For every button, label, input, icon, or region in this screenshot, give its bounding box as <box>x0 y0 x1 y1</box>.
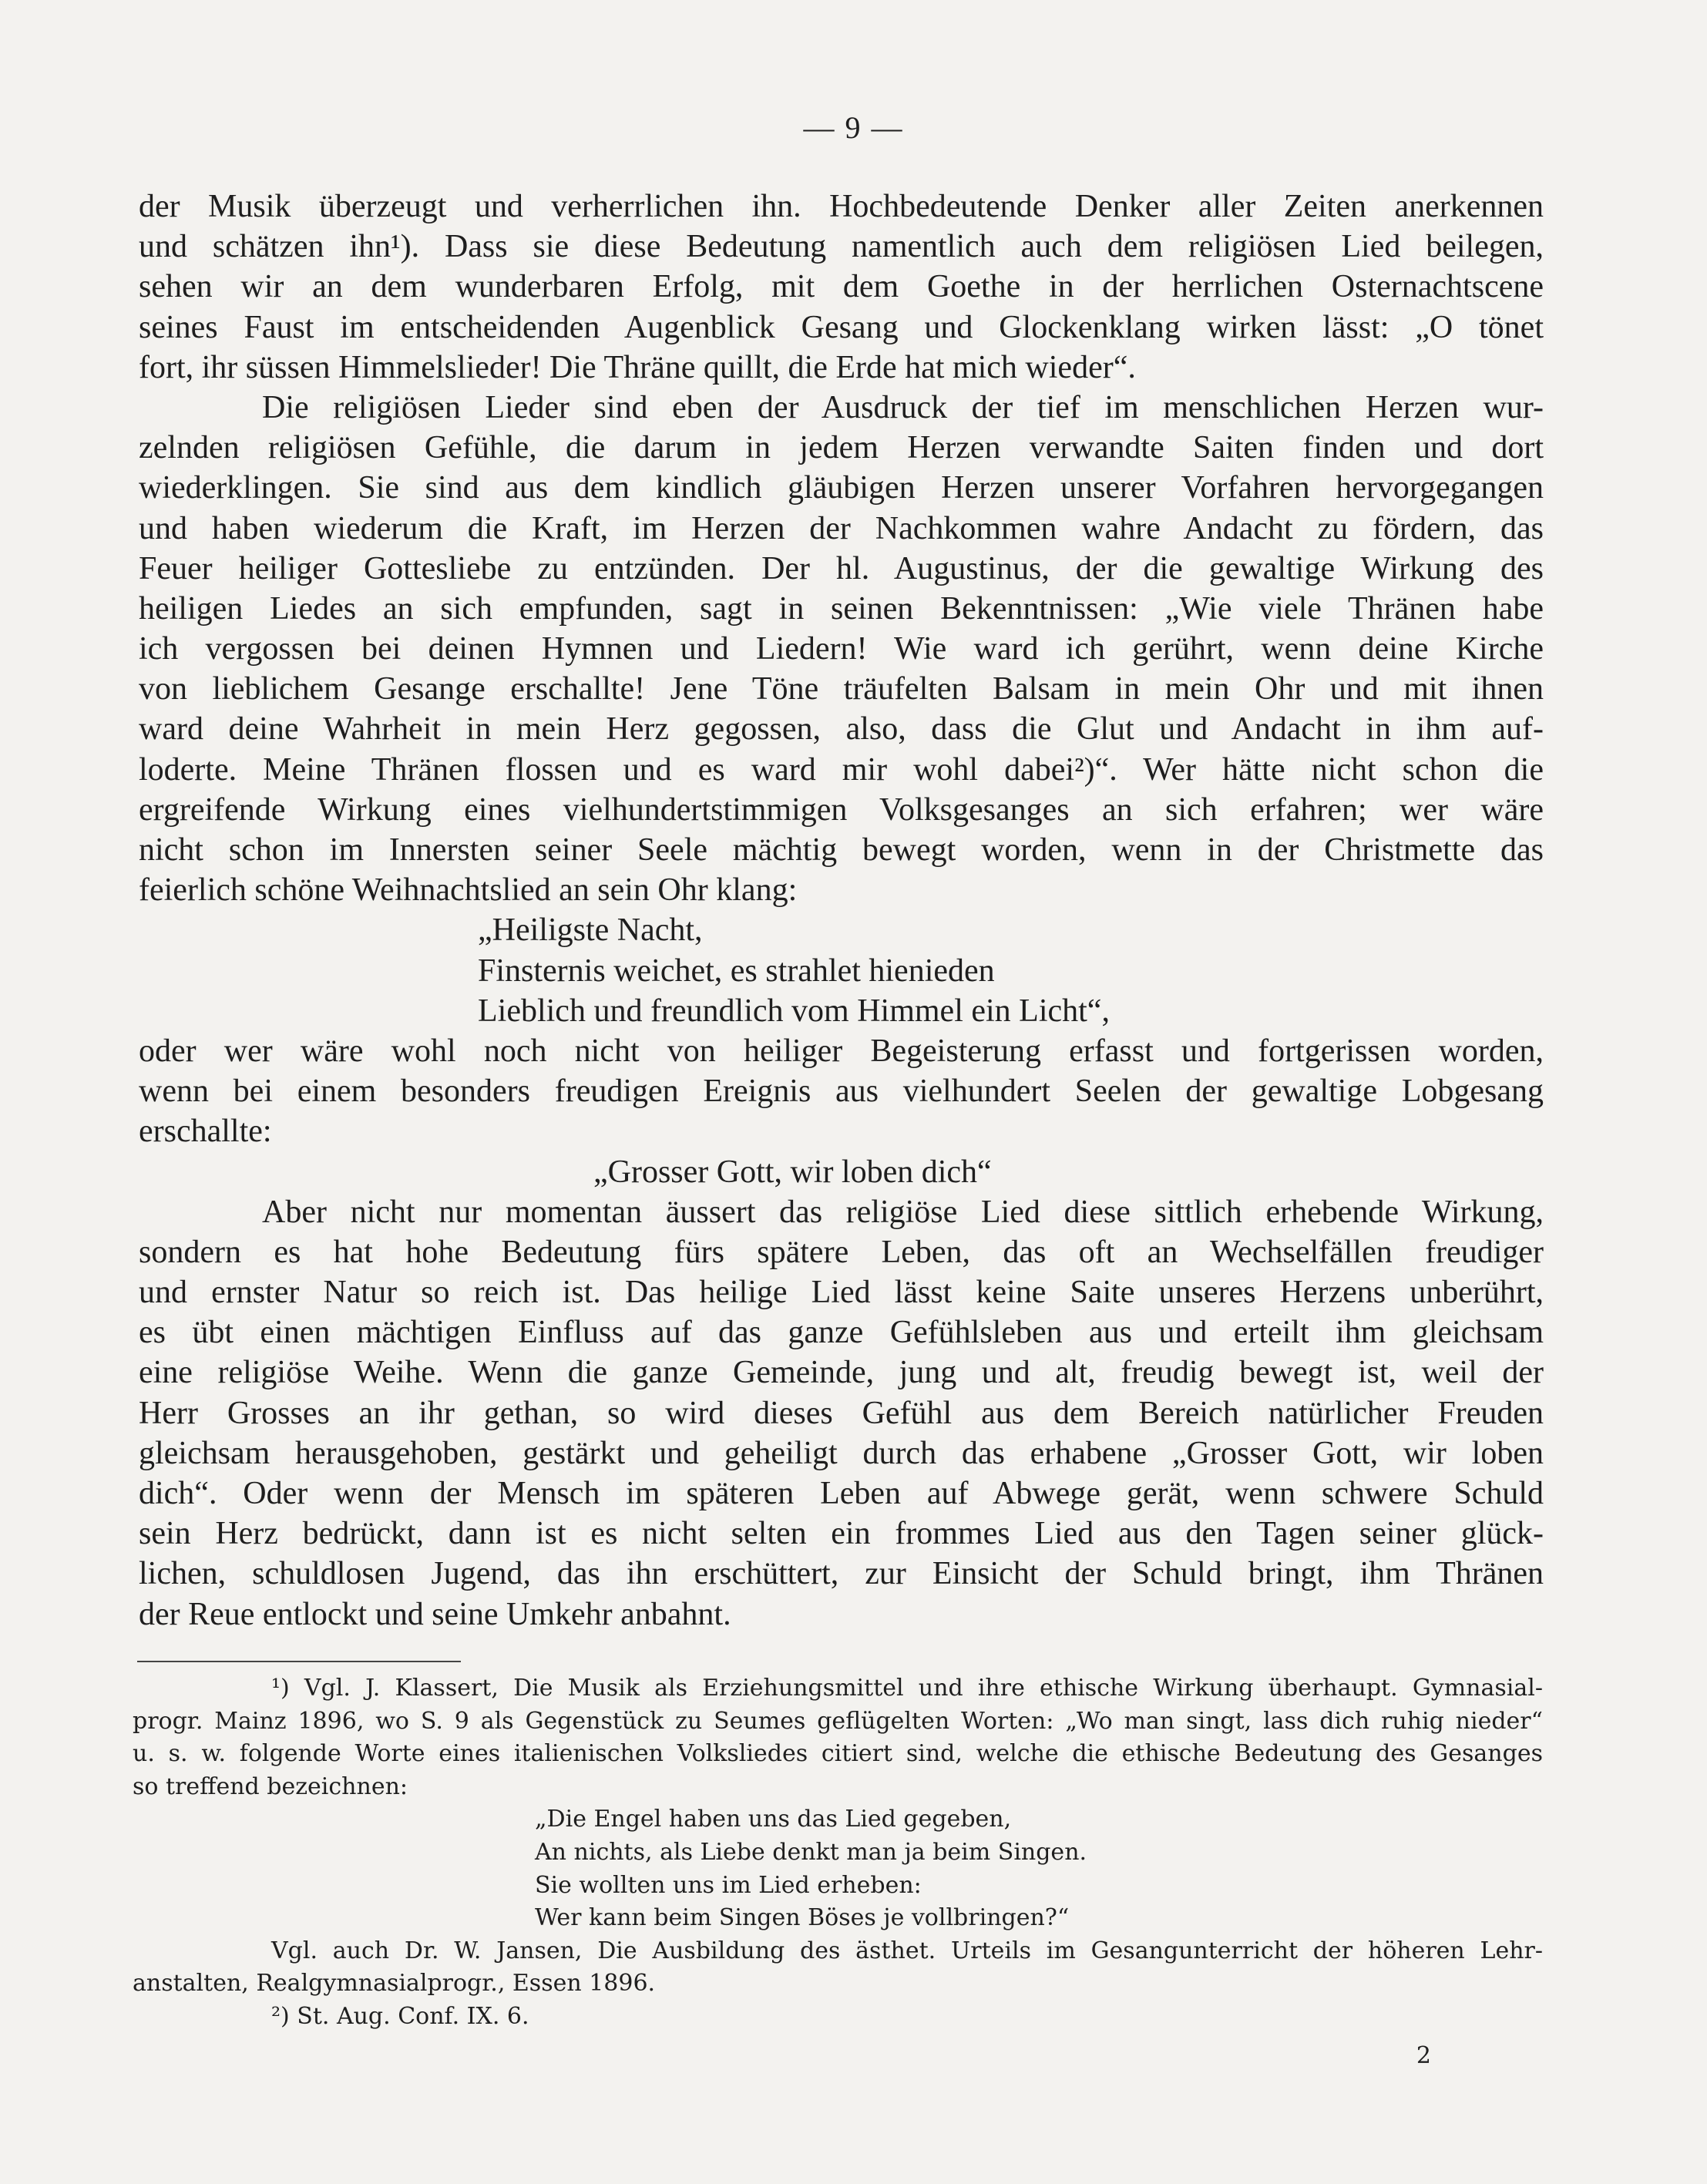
text-line: Die religiösen Lieder sind eben der Ausdruck der tief im menschlichen Herzen wur- <box>262 389 1544 425</box>
text-line: dich“. Oder wenn der Mensch im späteren Leben auf Abwege gerät, wenn schwere Schuld <box>139 1476 1544 1511</box>
footnote-line: Vgl. auch Dr. W. Jansen, Die Ausbildung des ästhet. Urteils im Gesangunterricht der höheren Lehr- <box>271 1937 1543 1964</box>
quote-line: Lieblich und freundlich vom Himmel ein Licht“, <box>478 993 1110 1029</box>
text-line: Feuer heiliger Gottesliebe zu entzünden. Der hl. Augustinus, der die gewaltige Wirkung des <box>139 550 1544 586</box>
text-line: seines Faust im entscheidenden Augenblick Gesang und Glockenklang wirken lässt: „O tönet <box>139 309 1544 345</box>
text-line: fort, ihr süssen Himmelslieder! Die Thräne quillt, die Erde hat mich wieder“. <box>139 349 1136 385</box>
signature-mark: 2 <box>1416 2042 1431 2069</box>
text-line: Aber nicht nur momentan äussert das religiöse Lied diese sittlich erhebende Wirkung, <box>262 1194 1544 1230</box>
footnote-line: so treffend bezeichnen: <box>133 1772 408 1800</box>
text-line: oder wer wäre wohl noch nicht von heiliger Begeisterung erfasst und fortgerissen worden, <box>139 1033 1544 1069</box>
footnote-line: progr. Mainz 1896, wo S. 9 als Gegenstück zu Seumes geflügelten Worten: „Wo man singt, lass dich ruhig nieder“ <box>133 1707 1543 1735</box>
text-line: von lieblichem Gesange erschallte! Jene Töne träufelten Balsam in mein Ohr und mit ihnen <box>139 671 1544 707</box>
text-line: wiederklingen. Sie sind aus dem kindlich gläubigen Herzen unserer Vorfahren hervorgegangen <box>139 470 1544 506</box>
poem-line: „Die Engel haben uns das Lied gegeben, <box>535 1806 1012 1833</box>
text-line: und ernster Natur so reich ist. Das heilige Lied lässt keine Saite unseres Herzens unberührt, <box>139 1275 1544 1311</box>
text-line: es übt einen mächtigen Einfluss auf das ganze Gefühlsleben aus und erteilt ihm gleichsam <box>139 1315 1544 1351</box>
text-line: sondern es hat hohe Bedeutung fürs spätere Leben, das oft an Wechselfällen freudiger <box>139 1234 1544 1270</box>
quote-line: „Heiligste Nacht, <box>478 912 703 949</box>
text-line: sehen wir an dem wunderbaren Erfolg, mit dem Goethe in der herrlichen Osternachtscene <box>139 269 1544 305</box>
text-line: eine religiöse Weihe. Wenn die ganze Gemeinde, jung und alt, freudig bewegt ist, weil der <box>139 1355 1544 1391</box>
poem-line: An nichts, als Liebe denkt man ja beim Singen. <box>535 1838 1087 1866</box>
footnote-divider <box>137 1661 461 1662</box>
text-line: und haben wiederum die Kraft, im Herzen der Nachkommen wahre Andacht zu fördern, das <box>139 510 1544 546</box>
footnotes <box>133 1672 1543 2034</box>
text-line: Herr Grosses an ihr gethan, so wird dieses Gefühl aus dem Bereich natürlicher Freuden <box>139 1395 1544 1431</box>
text-line: ward deine Wahrheit in mein Herz gegossen, also, dass die Glut und Andacht in ihm auf- <box>139 711 1544 748</box>
poem-line: Sie wollten uns im Lied erheben: <box>535 1871 922 1899</box>
text-line: gleichsam herausgehoben, gestärkt und geheiligt durch das erhabene „Grosser Gott, wir loben <box>139 1435 1544 1471</box>
footnote-line: ¹) Vgl. J. Klassert, Die Musik als Erziehungsmittel und ihre ethische Wirkung überhaupt. Gymnasial- <box>271 1675 1543 1702</box>
quote-line: Finsternis weichet, es strahlet hienieden <box>478 953 995 989</box>
body-text <box>139 186 1544 1635</box>
quote-line: „Grosser Gott, wir loben dich“ <box>593 1154 992 1190</box>
footnote-line: ²) St. Aug. Conf. IX. 6. <box>271 2002 529 2030</box>
footnote-line: anstalten, Realgymnasialprogr., Essen 1896. <box>133 1970 656 1998</box>
text-line: ergreifende Wirkung eines vielhundertstimmigen Volksgesanges an sich erfahren; wer wäre <box>139 791 1544 828</box>
text-line: heiligen Liedes an sich empfunden, sagt in seinen Bekenntnissen: „Wie viele Thränen habe <box>139 590 1544 627</box>
text-line: nicht schon im Innersten seiner Seele mächtig bewegt worden, wenn in der Christmette das <box>139 832 1544 868</box>
text-line: feierlich schöne Weihnachtslied an sein Ohr klang: <box>139 872 798 909</box>
text-line: zelnden religiösen Gefühle, die darum in jedem Herzen verwandte Saiten finden und dort <box>139 430 1544 466</box>
footnote-line: u. s. w. folgende Worte eines italienischen Volksliedes citiert sind, welche die ethische Bedeutung des Gesanges <box>133 1740 1543 1768</box>
text-line: sein Herz bedrückt, dann ist es nicht selten ein frommes Lied aus den Tagen seiner glück- <box>139 1516 1544 1552</box>
text-line: und schätzen ihn¹). Dass sie diese Bedeutung namentlich auch dem religiösen Lied beilegen, <box>139 229 1544 265</box>
poem-line: Wer kann beim Singen Böses je vollbringen?“ <box>535 1904 1070 1932</box>
text-line: lichen, schuldlosen Jugend, das ihn erschüttert, zur Einsicht der Schuld bringt, ihm Thränen <box>139 1556 1544 1592</box>
text-line: ich vergossen bei deinen Hymnen und Liedern! Wie ward ich gerührt, wenn deine Kirche <box>139 631 1544 667</box>
text-line: wenn bei einem besonders freudigen Ereignis aus vielhundert Seelen der gewaltige Lobgesang <box>139 1074 1544 1110</box>
text-line: der Musik überzeugt und verherrlichen ihn. Hochbedeutende Denker aller Zeiten anerkennen <box>139 189 1544 224</box>
page-number: — 9 — <box>803 110 904 145</box>
text-line: loderte. Meine Thränen flossen und es ward mir wohl dabei²)“. Wer hätte nicht schon die <box>139 751 1544 788</box>
text-line: der Reue entlockt und seine Umkehr anbahnt. <box>139 1596 731 1632</box>
text-line: erschallte: <box>139 1114 272 1150</box>
